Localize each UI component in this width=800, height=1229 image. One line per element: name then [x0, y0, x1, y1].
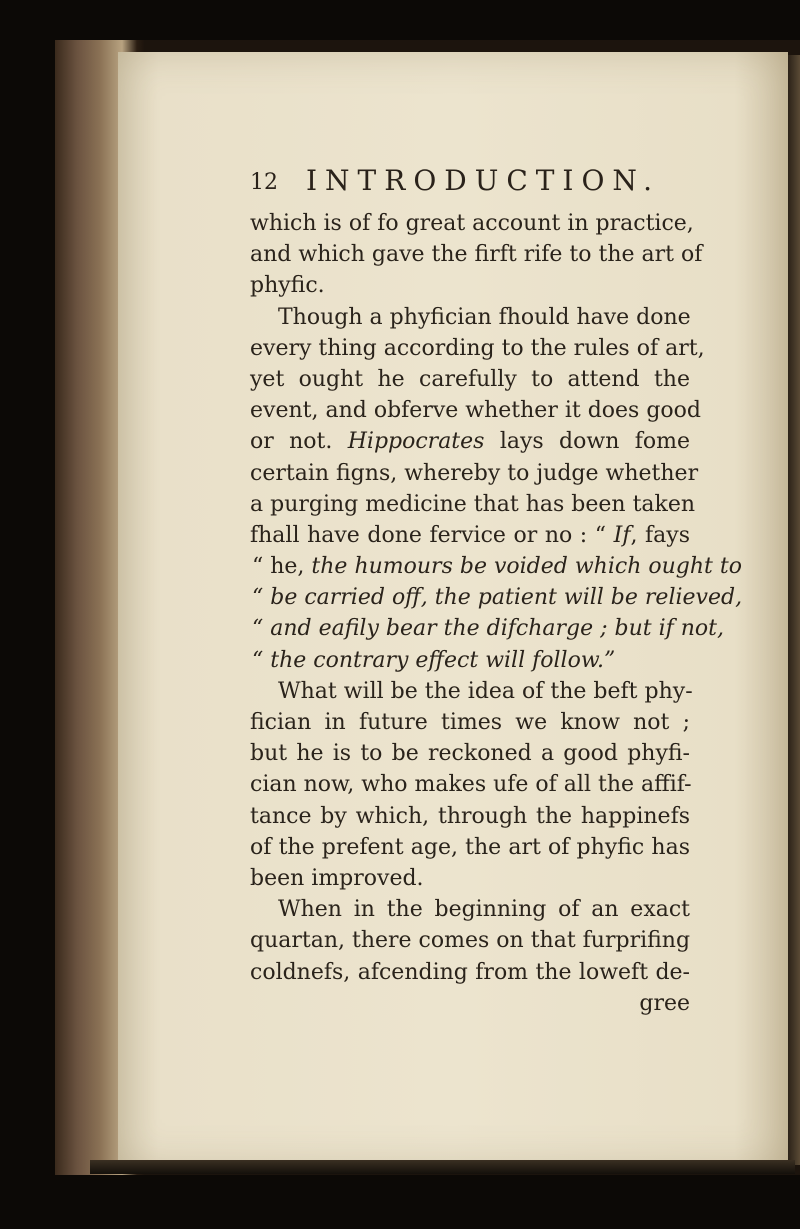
page-header — [250, 160, 670, 200]
text-line: of the prefent age, the art of phyfic has — [250, 834, 690, 860]
text-line: “ and eafily bear the difcharge ; but if not, — [252, 616, 725, 642]
text-segment: lays down fome — [484, 429, 690, 455]
quote-mark: “ — [594, 522, 614, 548]
text-line: event, and obferve whether it does good — [250, 398, 701, 424]
text-line: phyfic. — [250, 273, 325, 299]
running-title: INTRODUCTION. — [306, 164, 661, 197]
page-right-edge — [788, 55, 800, 1165]
catchword: gree — [639, 990, 690, 1016]
text-line — [250, 551, 742, 582]
text-line: quartan, there comes on that furprifing — [250, 928, 691, 954]
text-line: tance by which, through the happinefs — [250, 803, 690, 829]
italic-name-hippocrates: Hippocrates — [347, 429, 485, 455]
text-line: which is of fo great account in practice, — [250, 211, 694, 236]
text-line: and which gave the firft rife to the art of — [250, 242, 703, 268]
text-line: What will be the idea of the beft phy- — [278, 678, 693, 704]
text-segment: fhall have done fervice or no : — [250, 522, 595, 548]
italic-word-if: If — [613, 522, 631, 548]
page-bottom-edge — [90, 1160, 795, 1174]
text-line: yet ought he carefully to attend the — [250, 366, 690, 392]
text-line: “ be carried off, the patient will be relieved, — [252, 585, 743, 611]
text-line: Though a phyfician fhould have done — [278, 304, 691, 330]
text-line: a purging medicine that has been taken — [250, 491, 696, 517]
text-line — [250, 520, 690, 551]
text-line: fician in future times we know not ; — [250, 710, 690, 735]
text-line: every thing according to the rules of art, — [250, 335, 705, 361]
text-line: been improved. — [250, 865, 424, 891]
text-line: but he is to be reckoned a good phyfi- — [250, 741, 690, 767]
text-segment: or not. — [250, 429, 348, 455]
text-line: coldnefs, afcending from the loweft de- — [250, 959, 690, 985]
body-text — [250, 208, 743, 1019]
text-line: certain figns, whereby to judge whether — [250, 460, 699, 486]
text-line — [250, 426, 690, 457]
text-segment: “ he, — [252, 554, 312, 580]
text-line: When in the beginning of an exact — [278, 897, 690, 923]
text-line: cian now, who makes ufe of all the affif- — [250, 772, 692, 798]
page-number: 12 — [250, 170, 278, 195]
italic-quote: the humours be voided which ought to — [311, 554, 742, 580]
text-segment: , fays — [630, 522, 691, 548]
text-line: “ the contrary effect will follow.” — [252, 647, 616, 673]
